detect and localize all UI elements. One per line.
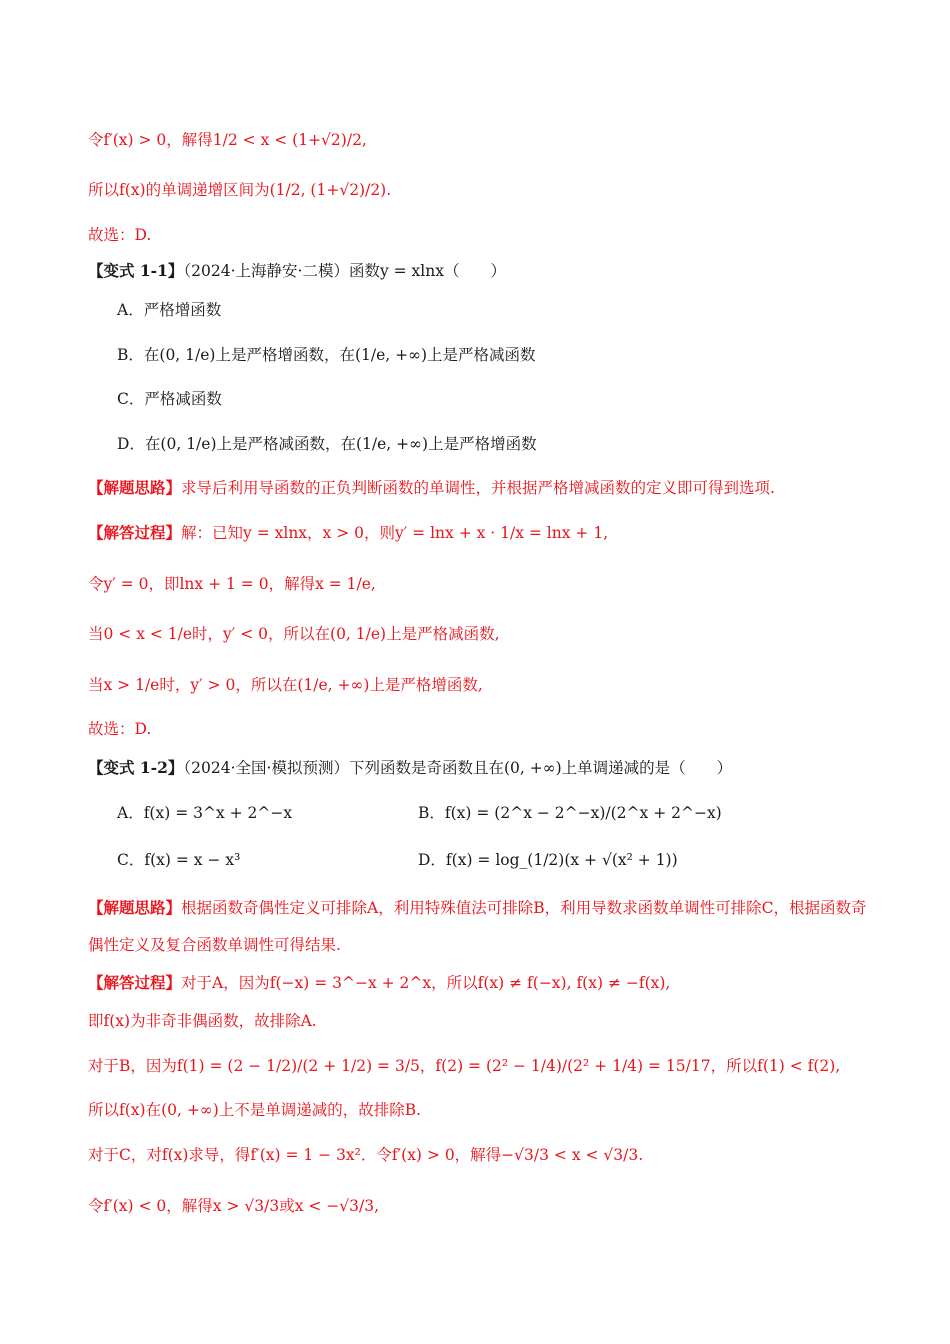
solution-idea: [88, 476, 775, 500]
variant-tag: 【变式 1-1】: [88, 261, 184, 280]
option-c: C．严格减函数: [117, 390, 222, 408]
solution-idea: [88, 889, 868, 964]
question-text: （2024·全国·模拟预测）下列函数是奇函数且在(0, +∞)上单调递减的是（ ）: [183, 759, 733, 777]
question-text: （2024·上海静安·二模）函数y = xlnx（ ）: [183, 262, 506, 280]
solution-line: 令f′(x) < 0，解得x > √3/3或x < −√3/3,: [88, 1197, 380, 1215]
option-a: A．严格增函数: [117, 301, 222, 319]
variant-tag: 【变式 1-2】: [88, 758, 184, 777]
option-b: B．在(0, 1/e)上是严格增函数，在(1/e, +∞)上是严格减函数: [117, 346, 536, 364]
option-d: D．在(0, 1/e)上是严格减函数，在(1/e, +∞)上是严格增函数: [117, 435, 537, 453]
process-text: 对于A，因为f(−x) = 3^−x + 2^x，所以f(x) ≠ f(−x), f(x) ≠ −f(x),: [181, 974, 671, 992]
solution-line-3: 故选：D.: [88, 226, 152, 244]
solution-line-2: 所以f(x)的单调递增区间为(1/2, (1+√2)/2).: [88, 181, 392, 199]
option-b: B．f(x) = (2^x − 2^−x)/(2^x + 2^−x): [418, 804, 722, 822]
idea-text: 根据函数奇偶性定义可排除A，利用特殊值法可排除B，利用导数求函数单调性可排除C，根据函数奇偶性定义及复合函数单调性可得结果.: [88, 899, 867, 954]
solution-line: 对于B，因为f(1) = (2 − 1/2)/(2 + 1/2) = 3/5，f(2) = (2² − 1/4)/(2² + 1/4) = 15/17，所以f(1) < f(2),: [88, 1057, 841, 1075]
option-c: C．f(x) = x − x³: [117, 851, 241, 869]
variant-1-2-question: [88, 756, 732, 780]
solution-line-1: 令f′(x) > 0，解得1/2 < x < (1+√2)/2,: [88, 131, 367, 149]
solution-line: 故选：D.: [88, 720, 152, 738]
variant-1-1-question: [88, 259, 506, 283]
idea-text: 求导后利用导函数的正负判断函数的单调性，并根据严格增减函数的定义即可得到选项.: [181, 479, 775, 497]
solution-process: [88, 521, 608, 545]
solution-line: 即f(x)为非奇非偶函数，故排除A.: [88, 1012, 317, 1030]
option-d: D．f(x) = log_(1/2)(x + √(x² + 1)): [418, 851, 678, 869]
solution-line: 所以f(x)在(0, +∞)上不是单调递减的，故排除B.: [88, 1101, 422, 1119]
process-tag: 【解答过程】: [88, 523, 182, 542]
solution-process: [88, 971, 670, 995]
option-a: A．f(x) = 3^x + 2^−x: [117, 804, 293, 822]
process-tag: 【解答过程】: [88, 973, 182, 992]
solution-line: 当0 < x < 1/e时，y′ < 0，所以在(0, 1/e)上是严格减函数,: [88, 625, 500, 643]
idea-tag: 【解题思路】: [88, 478, 182, 497]
solution-line: 对于C，对f(x)求导，得f′(x) = 1 − 3x²．令f′(x) > 0，解得−√3/3 < x < √3/3.: [88, 1146, 644, 1164]
solution-line: 令y′ = 0，即lnx + 1 = 0，解得x = 1/e,: [88, 575, 376, 593]
idea-tag: 【解题思路】: [88, 898, 182, 917]
solution-line: 当x > 1/e时，y′ > 0，所以在(1/e, +∞)上是严格增函数,: [88, 676, 483, 694]
process-text: 解：已知y = xlnx，x > 0，则y′ = lnx + x · 1/x = lnx + 1,: [181, 524, 609, 542]
